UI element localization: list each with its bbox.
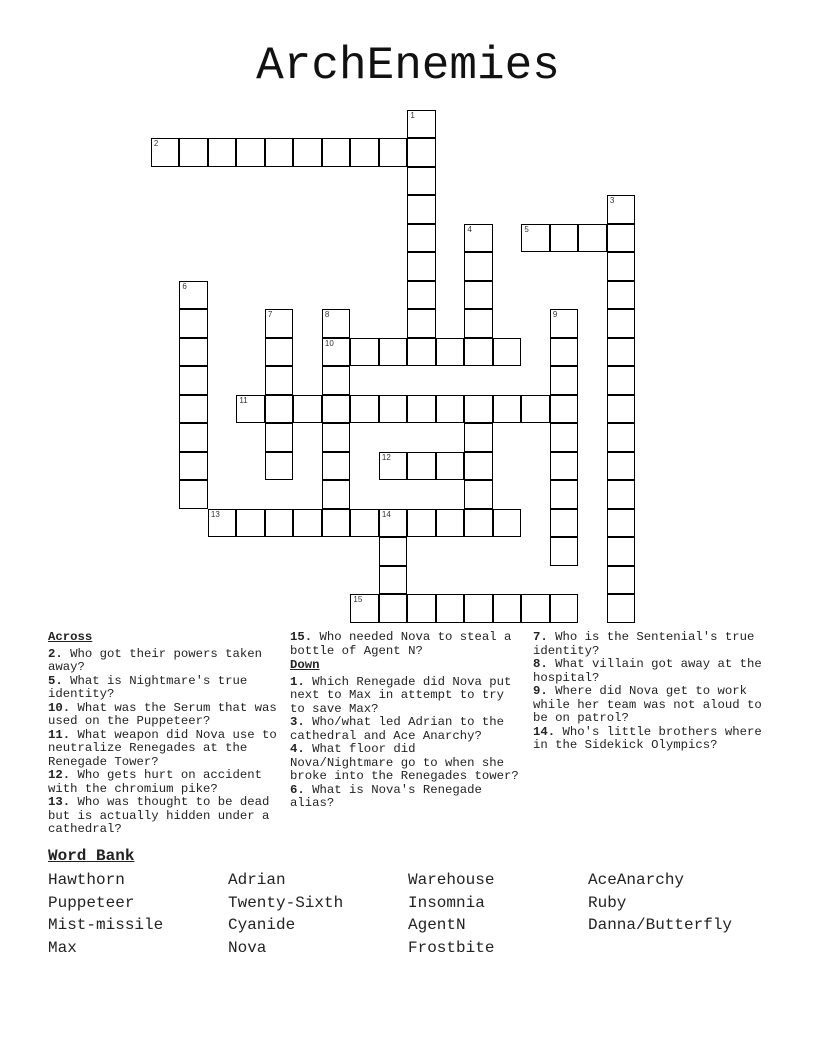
grid-cell[interactable] [607, 395, 636, 424]
grid-cell[interactable] [407, 110, 436, 139]
clues-column-1 [48, 631, 284, 837]
grid-cell[interactable] [236, 395, 265, 424]
word-bank-item: Nova [228, 939, 267, 958]
grid-cell[interactable] [493, 338, 522, 367]
word-bank-item: Ruby [588, 893, 627, 912]
grid-cell[interactable] [607, 309, 636, 338]
word-bank-item: Frostbite [408, 939, 495, 958]
grid-cell[interactable] [379, 452, 408, 481]
grid-cell[interactable] [379, 338, 408, 367]
grid-cell[interactable] [407, 252, 436, 281]
grid-cell[interactable] [550, 423, 579, 452]
grid-cell[interactable] [179, 395, 208, 424]
word-bank-item: Mist-missile [48, 916, 164, 935]
grid-cell[interactable] [607, 509, 636, 538]
clue-number: 3 [609, 196, 615, 206]
grid-cell[interactable] [407, 395, 436, 424]
grid-cell[interactable] [550, 366, 579, 395]
grid-cell[interactable] [350, 509, 379, 538]
grid-cell[interactable] [464, 594, 493, 623]
grid-cell[interactable] [521, 594, 550, 623]
grid-cell[interactable] [322, 395, 351, 424]
clue-down-7: 7. Who is the Sentenial's true identity? [533, 630, 755, 658]
grid-cell[interactable] [265, 452, 294, 481]
grid-cell[interactable] [179, 366, 208, 395]
clue-number: 13 [210, 509, 220, 519]
clue-across-10: 10. What was the Serum that was used on the Puppeteer? [48, 700, 277, 728]
grid-cell[interactable] [322, 338, 351, 367]
grid-cell[interactable] [265, 338, 294, 367]
word-bank-item: AgentN [408, 916, 466, 935]
grid-cell[interactable] [464, 395, 493, 424]
grid-cell[interactable] [521, 224, 550, 253]
clue-number: 7 [267, 310, 273, 320]
grid-cell[interactable] [407, 594, 436, 623]
grid-cell[interactable] [464, 309, 493, 338]
grid-cell[interactable] [265, 138, 294, 167]
grid-cell[interactable] [550, 395, 579, 424]
grid-cell[interactable] [379, 395, 408, 424]
clue-across-12: 12. Who gets hurt on accident with the chromium pike? [48, 768, 263, 796]
grid-cell[interactable] [407, 224, 436, 253]
grid-cell[interactable] [407, 281, 436, 310]
grid-cell[interactable] [464, 423, 493, 452]
grid-cell[interactable] [464, 338, 493, 367]
clue-down-4: 4. What floor did Nova/Nightmare go to when she broke into the Renegades tower? [290, 742, 519, 783]
word-bank-item: AceAnarchy [588, 871, 685, 889]
grid-cell[interactable] [550, 509, 579, 538]
grid-cell[interactable] [436, 594, 465, 623]
clue-number: 8 [324, 310, 330, 320]
grid-cell[interactable] [322, 480, 351, 509]
grid-cell[interactable] [179, 480, 208, 509]
down-heading: Down [290, 658, 320, 672]
grid-cell[interactable] [151, 138, 180, 167]
puzzle-title: ArchEnemies [256, 40, 560, 92]
grid-cell[interactable] [350, 338, 379, 367]
grid-cell[interactable] [407, 138, 436, 167]
grid-cell[interactable] [350, 138, 379, 167]
grid-cell[interactable] [521, 395, 550, 424]
grid-cell[interactable] [293, 509, 322, 538]
word-bank-item: Adrian [228, 871, 286, 889]
clue-across-5: 5. What is Nightmare's true identity? [48, 673, 248, 701]
grid-cell[interactable] [322, 452, 351, 481]
grid-cell[interactable] [607, 366, 636, 395]
grid-cell[interactable] [607, 423, 636, 452]
grid-cell[interactable] [607, 224, 636, 253]
grid-cell[interactable] [350, 395, 379, 424]
word-bank-item: Insomnia [408, 893, 485, 912]
grid-cell[interactable] [464, 224, 493, 253]
grid-cell[interactable] [550, 537, 579, 566]
clue-across-15: 15. Who needed Nova to steal a bottle of Agent N? [290, 630, 512, 658]
grid-cell[interactable] [179, 309, 208, 338]
grid-cell[interactable] [293, 395, 322, 424]
grid-cell[interactable] [464, 281, 493, 310]
grid-cell[interactable] [407, 509, 436, 538]
word-bank-column [48, 869, 163, 960]
grid-cell[interactable] [436, 452, 465, 481]
clue-number: 14 [381, 509, 391, 519]
grid-cell[interactable] [322, 309, 351, 338]
clues-column-3 [533, 631, 773, 753]
clue-down-8: 8. What villain got away at the hospital? [533, 657, 762, 685]
clues-column-2 [290, 631, 526, 811]
grid-cell[interactable] [179, 423, 208, 452]
word-bank-column [228, 869, 343, 960]
grid-cell[interactable] [322, 366, 351, 395]
grid-cell[interactable] [607, 281, 636, 310]
word-bank-item: Puppeteer [48, 893, 135, 912]
clue-number: 4 [467, 224, 472, 234]
grid-cell[interactable] [179, 452, 208, 481]
grid-cell[interactable] [550, 480, 579, 509]
grid-cell[interactable] [407, 309, 436, 338]
grid-cell[interactable] [208, 509, 237, 538]
grid-cell[interactable] [436, 509, 465, 538]
grid-cell[interactable] [350, 594, 379, 623]
grid-cell[interactable] [379, 594, 408, 623]
grid-cell[interactable] [550, 452, 579, 481]
grid-cell[interactable] [379, 537, 408, 566]
grid-cell[interactable] [265, 509, 294, 538]
word-bank-item: Cyanide [228, 916, 296, 935]
clue-number: 1 [410, 110, 415, 120]
grid-cell[interactable] [208, 138, 237, 167]
clue-down-9: 9. Where did Nova get to work while her team was not aloud to be on patrol? [533, 684, 762, 725]
grid-cell[interactable] [179, 338, 208, 367]
grid-cell[interactable] [179, 281, 208, 310]
grid-cell[interactable] [550, 224, 579, 253]
clue-number: 15 [353, 595, 363, 605]
word-bank-item: Twenty-Sixth [228, 893, 344, 912]
grid-cell[interactable] [607, 195, 636, 224]
clue-number: 10 [324, 338, 334, 348]
grid-cell[interactable] [607, 480, 636, 509]
word-bank-item: Hawthorn [48, 871, 125, 889]
word-bank-item: Warehouse [408, 871, 495, 889]
clue-across-13: 13. Who was thought to be dead but is actually hidden under a cathedral? [48, 795, 270, 836]
clue-across-11: 11. What weapon did Nova use to neutralize Renegades at the Renegade Tower? [48, 727, 277, 769]
clue-down-1: 1. Which Renegade did Nova put next to Max in attempt to try to save Max? [290, 674, 512, 716]
grid-cell[interactable] [179, 138, 208, 167]
grid-cell[interactable] [493, 395, 522, 424]
grid-cell[interactable] [436, 338, 465, 367]
grid-cell[interactable] [550, 338, 579, 367]
word-bank-column [588, 869, 732, 937]
clue-down-14: 14. Who's little brothers where in the Sidekick Olympics? [533, 724, 762, 752]
word-bank-item: Danna/Butterfly [588, 916, 733, 935]
grid-cell[interactable] [236, 138, 265, 167]
grid-cell[interactable] [550, 594, 579, 623]
grid-cell[interactable] [407, 167, 436, 196]
grid-cell[interactable] [607, 452, 636, 481]
across-heading: Across [48, 630, 93, 644]
clue-across-2: 2. Who got their powers taken away? [48, 646, 263, 674]
grid-cell[interactable] [464, 252, 493, 281]
grid-cell[interactable] [265, 366, 294, 395]
grid-cell[interactable] [407, 338, 436, 367]
grid-cell[interactable] [607, 537, 636, 566]
grid-cell[interactable] [265, 309, 294, 338]
word-bank-column [408, 869, 494, 960]
grid-cell[interactable] [607, 252, 636, 281]
word-bank-heading: Word Bank [48, 847, 135, 865]
grid-cell[interactable] [407, 452, 436, 481]
clue-number: 9 [552, 310, 558, 320]
clue-number: 6 [182, 281, 187, 291]
clue-number: 5 [524, 224, 529, 234]
clue-down-6: 6. What is Nova's Renegade alias? [290, 782, 482, 810]
grid-cell[interactable] [265, 423, 294, 452]
grid-cell[interactable] [464, 452, 493, 481]
grid-cell[interactable] [493, 509, 522, 538]
grid-cell[interactable] [322, 509, 351, 538]
word-bank-item: Max [48, 939, 77, 958]
grid-cell[interactable] [293, 138, 322, 167]
grid-cell[interactable] [379, 509, 408, 538]
grid-cell[interactable] [322, 138, 351, 167]
grid-cell[interactable] [236, 509, 265, 538]
grid-cell[interactable] [607, 566, 636, 595]
grid-cell[interactable] [578, 224, 607, 253]
grid-cell[interactable] [493, 594, 522, 623]
clue-down-3: 3. Who/what led Adrian to the cathedral and Ace Anarchy? [290, 715, 505, 743]
grid-cell[interactable] [322, 423, 351, 452]
grid-cell[interactable] [607, 338, 636, 367]
grid-cell[interactable] [379, 138, 408, 167]
grid-cell[interactable] [436, 395, 465, 424]
grid-cell[interactable] [550, 309, 579, 338]
clue-number: 11 [239, 395, 248, 405]
grid-cell[interactable] [379, 566, 408, 595]
grid-cell[interactable] [464, 509, 493, 538]
clue-number: 12 [381, 452, 391, 462]
clue-number: 2 [153, 139, 159, 149]
grid-cell[interactable] [607, 594, 636, 623]
grid-cell[interactable] [464, 480, 493, 509]
grid-cell[interactable] [265, 395, 294, 424]
grid-cell[interactable] [407, 195, 436, 224]
